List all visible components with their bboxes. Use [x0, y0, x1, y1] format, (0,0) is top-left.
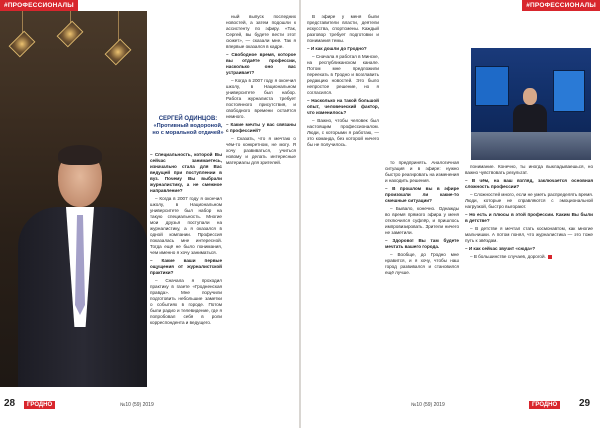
- right-issue: №10 (59) 2019: [411, 402, 445, 408]
- answer-paragraph: – Сказать, что я мечтаю о чём-то конкретном, не могу. Я хочу развиваться, учиться новому и делать интересные материалы для зрителей.: [226, 136, 296, 165]
- left-rubric: [0, 0, 78, 11]
- question-paragraph: – В чём, на ваш взгляд, заключается основная сложность профессии?: [465, 178, 593, 189]
- question-paragraph: – Какие мечты у вас связаны с профессией?: [226, 122, 296, 133]
- lamp-cord: [22, 11, 23, 33]
- answer-paragraph: В эфире у меня были представители власти, деятели искусства, спортсмены. Каждый разговор требует подготовки и понимания темы.: [307, 14, 379, 43]
- host-head: [523, 88, 537, 105]
- answer-paragraph: – Когда в 2007 году я окончил школу, в Национальном университете был набор на такую специальность. Многие мои друзья поступали на журналистику, а я оказался в одной компании. Профессия показалась мне интересной. Тогда ещё не было понимания, чем именно я хочу заниматься.: [150, 196, 222, 255]
- question-paragraph: – Насколько на такой большой опыт, человеческий фактор, что изменилось?: [307, 98, 379, 115]
- left-rubric-label: #ПРОФЕССИОНАЛЫ: [4, 2, 74, 9]
- answer-paragraph: – Сначала я работал в Минске, на республиканском канале. Потом мне предложили переехать в Гродно и возглавить редакцию новостей. Это было непростое решение, но я согласился.: [307, 54, 379, 95]
- answer-paragraph: – В большинстве случаев, дорогой.: [465, 254, 593, 260]
- left-column-1: [150, 150, 222, 390]
- studio-screen: [553, 70, 585, 112]
- left-column-2: [226, 14, 296, 390]
- right-rubric: [522, 0, 600, 11]
- studio-photo: [471, 48, 591, 160]
- left-folio: 28: [4, 398, 16, 409]
- question-paragraph: – Какие ваши первые ощущения от журналистской практики?: [150, 258, 222, 275]
- photo-caption: [150, 116, 226, 137]
- studio-desk: [471, 132, 591, 160]
- answer-paragraph: – Важно, чтобы человек был настоящим профессионалом. Люди, с которыми я работаю, — это команда, без которой ничего бы не получилось.: [307, 118, 379, 147]
- lamp-cord: [118, 11, 119, 41]
- right-column-1: [307, 14, 379, 390]
- portrait-photo: [0, 11, 147, 387]
- answer-paragraph: – Когда в 2007 году я окончил школу, в Национальном университете был набор. Работа журналиста требует постоянного присутствия, и свободного времени остаётся немного.: [226, 78, 296, 119]
- host-body: [513, 104, 547, 134]
- answer-paragraph: то предпринять. Аналогичная ситуация и в эфире: нужно быстро реагировать на изменения и находить решения.: [385, 160, 459, 183]
- caption-name: СЕРГЕЙ ОДИНЦОВ:: [158, 116, 218, 122]
- lamp-icon: [105, 39, 132, 66]
- answer-paragraph: – Сложностей много, если не уметь распределять время. Люди, которые не справляются с эмоциональной нагрузкой, быстро выгорают.: [465, 192, 593, 209]
- question-paragraph: – В прошлом вы в эфире произошли ли какие-то смешные ситуации?: [385, 186, 459, 203]
- question-paragraph: – И как дошли до Гродно?: [307, 46, 367, 51]
- answer-paragraph: – Сначала я проходил практику в газете «Гродненская правда». Мне поручили подготовить небольшие заметки о событиях в городе. Потом были радио и телевидение, где я попробовал себя в роли корреспондента и ведущего.: [150, 278, 222, 325]
- caption-quote: «Противный водороной, но с моральной отдачей»: [152, 123, 224, 136]
- left-page: [0, 0, 299, 428]
- right-brand: ГРОДНО: [529, 401, 560, 409]
- question-paragraph: – Специальность, которой Вы сейчас занимаетесь, изначально стала для Вас ведущей при поступлении в вуз. Почему Вы выбрали журналистику, а не смежное направление?: [150, 152, 222, 193]
- answer-paragraph: понимание. Конечно, ты иногда выкладываешься, но важно чувствовать результат.: [465, 164, 593, 175]
- left-brand: ГРОДНО: [24, 401, 55, 409]
- question-paragraph: – Свободное время, которое вы отдаёте профессии, насколько оно вас устраивает?: [226, 52, 296, 75]
- answer-paragraph: – В детстве я мечтал стать космонавтом, как многие мальчишки. А потом понял, что журналистика — это тоже путь к звёздам.: [465, 226, 593, 243]
- question-paragraph: – Здорово! Вы там будете мечтать вашего города.: [385, 238, 459, 249]
- question-paragraph: – И как сейчас звучит «сюда»?: [465, 246, 536, 251]
- right-page: [301, 0, 600, 428]
- answer-paragraph: ный выпуск последних новостей, а затем подошли к ассистенту по эфиру. «Так, Сергей, вы будете вести этот сюжет», — сказали мне. Так я впервые оказался в кадре.: [226, 14, 296, 49]
- lamp-icon: [57, 21, 84, 48]
- question-paragraph: – Но есть и плюсы в этой профессии. Каким Вы были в детстве?: [465, 212, 593, 223]
- right-column-2: [385, 160, 459, 390]
- studio-screen: [475, 66, 509, 106]
- right-folio: 29: [579, 398, 591, 409]
- right-column-3: [465, 164, 593, 390]
- right-rubric-label: #ПРОФЕССИОНАЛЫ: [526, 2, 596, 9]
- person-hair: [58, 145, 102, 165]
- answer-paragraph: – Бывало, конечно. Однажды во время прямого эфира у меня отключился суфлёр, и пришлось импровизировать. Зрители ничего не заметили.: [385, 206, 459, 235]
- lamp-icon: [9, 31, 36, 58]
- left-issue: №10 (59) 2019: [120, 402, 154, 408]
- answer-paragraph: – Вообще, до Гродно мне нравится, и я хочу, чтобы наш город развивался и становился ещё лучше.: [385, 252, 459, 275]
